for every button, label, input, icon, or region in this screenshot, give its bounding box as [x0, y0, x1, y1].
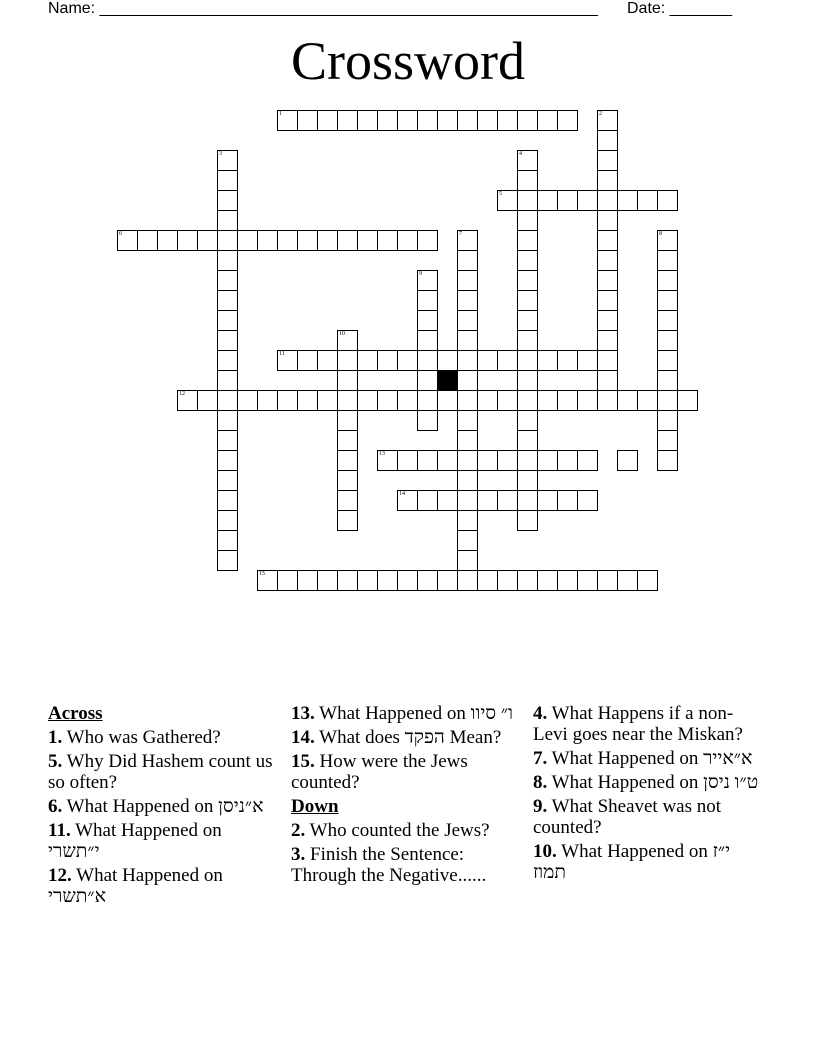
grid-cell[interactable]: [617, 390, 638, 411]
grid-cell[interactable]: [497, 350, 518, 371]
clues-column-3: [533, 703, 763, 886]
grid-cell[interactable]: [417, 310, 438, 331]
clue-number-label: 12.: [48, 865, 72, 886]
grid-cell[interactable]: [217, 310, 238, 331]
grid-cell[interactable]: [417, 390, 438, 411]
grid-cell[interactable]: [557, 190, 578, 211]
grid-cell[interactable]: [457, 250, 478, 271]
grid-cell[interactable]: [337, 230, 358, 251]
grid-cell[interactable]: [397, 490, 418, 511]
grid-cell[interactable]: [537, 190, 558, 211]
grid-cell[interactable]: [517, 270, 538, 291]
clue-item: [533, 772, 763, 793]
grid-cell[interactable]: [597, 110, 618, 131]
grid-cell[interactable]: [177, 230, 198, 251]
grid-cell[interactable]: [557, 570, 578, 591]
grid-cell[interactable]: [637, 190, 658, 211]
grid-cell[interactable]: [337, 570, 358, 591]
grid-cell[interactable]: [457, 350, 478, 371]
grid-cell[interactable]: [617, 570, 638, 591]
clue-item: [48, 727, 273, 748]
grid-cell[interactable]: [277, 570, 298, 591]
grid-cell[interactable]: [437, 390, 458, 411]
grid-cell[interactable]: [457, 330, 478, 351]
grid-cell[interactable]: [377, 390, 398, 411]
grid-cell[interactable]: [677, 390, 698, 411]
clue-text: How were the Jews counted?: [291, 751, 468, 793]
grid-cell[interactable]: [517, 410, 538, 431]
grid-cell[interactable]: [517, 370, 538, 391]
grid-cell[interactable]: [557, 110, 578, 131]
grid-cell[interactable]: [477, 110, 498, 131]
grid-cell[interactable]: [417, 490, 438, 511]
clue-number: 1: [279, 111, 282, 117]
grid-cell[interactable]: [437, 350, 458, 371]
grid-cell[interactable]: [497, 570, 518, 591]
clue-text: What Happened on ט״ו ניסן: [551, 772, 759, 793]
grid-cell[interactable]: [657, 250, 678, 271]
clue-number: 14: [399, 491, 405, 497]
grid-cell[interactable]: [457, 530, 478, 551]
grid-cell[interactable]: [257, 570, 278, 591]
grid-cell[interactable]: [437, 490, 458, 511]
grid-cell[interactable]: [577, 390, 598, 411]
grid-cell[interactable]: [277, 350, 298, 371]
grid-cell[interactable]: [217, 270, 238, 291]
grid-cell[interactable]: [337, 430, 358, 451]
clue-item: [533, 841, 763, 883]
grid-cell[interactable]: [457, 110, 478, 131]
clue-item: [291, 844, 521, 886]
grid-cell[interactable]: [517, 570, 538, 591]
grid-cell[interactable]: [637, 390, 658, 411]
grid-cell[interactable]: [217, 230, 238, 251]
clue-text: What Happened on י״ז תמוז: [533, 841, 731, 883]
grid-cell[interactable]: [657, 230, 678, 251]
grid-cell[interactable]: [217, 410, 238, 431]
grid-cell[interactable]: [337, 330, 358, 351]
grid-cell[interactable]: [517, 510, 538, 531]
black-cell: [437, 370, 458, 391]
clue-item: [48, 796, 273, 817]
clue-text: Why Did Hashem count us so often?: [48, 751, 273, 793]
grid-cell[interactable]: [657, 430, 678, 451]
grid-cell[interactable]: [597, 350, 618, 371]
grid-cell[interactable]: [397, 110, 418, 131]
clue-number: 12: [179, 391, 185, 397]
grid-cell[interactable]: [277, 390, 298, 411]
grid-cell[interactable]: [337, 450, 358, 471]
grid-cell[interactable]: [657, 290, 678, 311]
grid-cell[interactable]: [357, 390, 378, 411]
grid-cell[interactable]: [177, 390, 198, 411]
grid-cell[interactable]: [437, 570, 458, 591]
grid-cell[interactable]: [477, 350, 498, 371]
clue-item: [291, 727, 521, 748]
grid-cell[interactable]: [217, 170, 238, 191]
grid-cell[interactable]: [337, 110, 358, 131]
grid-cell[interactable]: [597, 150, 618, 171]
grid-cell[interactable]: [497, 110, 518, 131]
grid-cell[interactable]: [157, 230, 178, 251]
clue-number: 6: [119, 231, 122, 237]
clue-number-label: 6.: [48, 796, 63, 817]
clues-column-1: [48, 703, 273, 910]
grid-cell[interactable]: [657, 310, 678, 331]
clue-item: [533, 703, 763, 745]
grid-cell[interactable]: [657, 410, 678, 431]
grid-cell[interactable]: [657, 270, 678, 291]
clue-number: 3: [219, 151, 222, 157]
grid-cell[interactable]: [197, 230, 218, 251]
grid-cell[interactable]: [337, 490, 358, 511]
grid-cell[interactable]: [217, 290, 238, 311]
clue-number-label: 15.: [291, 751, 315, 772]
grid-cell[interactable]: [517, 110, 538, 131]
clue-number: 4: [519, 151, 522, 157]
grid-cell[interactable]: [457, 510, 478, 531]
grid-cell[interactable]: [137, 230, 158, 251]
grid-cell[interactable]: [337, 510, 358, 531]
grid-cell[interactable]: [657, 450, 678, 471]
grid-cell[interactable]: [217, 370, 238, 391]
grid-cell[interactable]: [637, 570, 658, 591]
grid-cell[interactable]: [457, 450, 478, 471]
grid-cell[interactable]: [517, 350, 538, 371]
grid-cell[interactable]: [517, 470, 538, 491]
clue-text: What Happened on א״אייר: [551, 748, 753, 769]
clue-text: What does הפקד Mean?: [319, 727, 502, 748]
grid-cell[interactable]: [477, 490, 498, 511]
clue-text: What Happens if a non- Levi goes near the Miskan?: [533, 703, 743, 745]
grid-cell[interactable]: [657, 330, 678, 351]
clue-number-label: 10.: [533, 841, 557, 862]
grid-cell[interactable]: [557, 490, 578, 511]
grid-cell[interactable]: [397, 390, 418, 411]
clue-number: 10: [339, 331, 345, 337]
grid-cell[interactable]: [217, 150, 238, 171]
grid-cell[interactable]: [257, 390, 278, 411]
grid-cell[interactable]: [397, 230, 418, 251]
clue-text: What Happened on א״ניסן: [66, 796, 264, 817]
grid-cell[interactable]: [457, 290, 478, 311]
grid-cell[interactable]: [217, 330, 238, 351]
clue-number-label: 3.: [291, 844, 306, 865]
grid-cell[interactable]: [457, 570, 478, 591]
grid-cell[interactable]: [117, 230, 138, 251]
clue-number: 5: [499, 191, 502, 197]
grid-cell[interactable]: [597, 170, 618, 191]
grid-cell[interactable]: [417, 110, 438, 131]
clue-number-label: 8.: [533, 772, 548, 793]
grid-cell[interactable]: [217, 450, 238, 471]
grid-cell[interactable]: [217, 470, 238, 491]
grid-cell[interactable]: [657, 370, 678, 391]
grid-cell[interactable]: [217, 390, 238, 411]
grid-cell[interactable]: [317, 570, 338, 591]
grid-cell[interactable]: [617, 190, 638, 211]
grid-cell[interactable]: [517, 390, 538, 411]
grid-cell[interactable]: [617, 450, 638, 471]
grid-cell[interactable]: [517, 190, 538, 211]
grid-cell[interactable]: [197, 390, 218, 411]
grid-cell[interactable]: [577, 490, 598, 511]
grid-cell[interactable]: [497, 190, 518, 211]
name-field-label: Name: ________________________________________________________: [48, 0, 598, 17]
grid-cell[interactable]: [597, 130, 618, 151]
grid-cell[interactable]: [577, 190, 598, 211]
grid-cell[interactable]: [457, 550, 478, 571]
clue-number-label: 4.: [533, 703, 548, 724]
clue-item: [48, 865, 273, 907]
grid-cell[interactable]: [597, 570, 618, 591]
grid-cell[interactable]: [457, 490, 478, 511]
clue-item: [291, 820, 521, 841]
clues-column-2: [291, 703, 521, 889]
grid-cell[interactable]: [417, 230, 438, 251]
grid-cell[interactable]: [517, 230, 538, 251]
grid-cell[interactable]: [597, 210, 618, 231]
grid-cell[interactable]: [397, 570, 418, 591]
grid-cell[interactable]: [457, 270, 478, 291]
grid-cell[interactable]: [597, 230, 618, 251]
grid-cell[interactable]: [297, 570, 318, 591]
grid-cell[interactable]: [597, 390, 618, 411]
clue-number-label: 2.: [291, 820, 306, 841]
clue-section-heading: Across: [48, 703, 103, 724]
grid-cell[interactable]: [537, 110, 558, 131]
grid-cell[interactable]: [457, 230, 478, 251]
grid-cell[interactable]: [577, 570, 598, 591]
grid-cell[interactable]: [557, 390, 578, 411]
grid-cell[interactable]: [657, 350, 678, 371]
clue-number: 9: [419, 271, 422, 277]
grid-cell[interactable]: [317, 110, 338, 131]
clue-text: What Sheavet was not counted?: [533, 796, 722, 838]
grid-cell[interactable]: [457, 430, 478, 451]
clue-number-label: 9.: [533, 796, 548, 817]
grid-cell[interactable]: [437, 110, 458, 131]
grid-cell[interactable]: [377, 450, 398, 471]
clue-section-heading: Down: [291, 796, 339, 817]
grid-cell[interactable]: [357, 350, 378, 371]
grid-cell[interactable]: [317, 230, 338, 251]
grid-cell[interactable]: [417, 570, 438, 591]
grid-cell[interactable]: [517, 150, 538, 171]
grid-cell[interactable]: [357, 230, 378, 251]
grid-cell[interactable]: [217, 530, 238, 551]
clue-text: What Happened on ו״ סיוו: [319, 703, 513, 724]
grid-cell[interactable]: [217, 350, 238, 371]
grid-cell[interactable]: [517, 330, 538, 351]
grid-cell[interactable]: [457, 410, 478, 431]
clue-number-label: 7.: [533, 748, 548, 769]
grid-cell[interactable]: [217, 190, 238, 211]
grid-cell[interactable]: [357, 570, 378, 591]
grid-cell[interactable]: [517, 310, 538, 331]
grid-cell[interactable]: [337, 370, 358, 391]
grid-cell[interactable]: [517, 290, 538, 311]
grid-cell[interactable]: [457, 370, 478, 391]
grid-cell[interactable]: [557, 450, 578, 471]
grid-cell[interactable]: [517, 490, 538, 511]
clue-text: Finish the Sentence: Through the Negative......: [291, 844, 487, 886]
date-field-label: Date: _______: [627, 0, 732, 17]
clue-number-label: 14.: [291, 727, 315, 748]
grid-cell[interactable]: [557, 350, 578, 371]
grid-cell[interactable]: [357, 110, 378, 131]
grid-cell[interactable]: [377, 350, 398, 371]
grid-cell[interactable]: [217, 430, 238, 451]
grid-cell[interactable]: [577, 450, 598, 471]
grid-cell[interactable]: [437, 450, 458, 471]
grid-cell[interactable]: [217, 490, 238, 511]
clue-item: [533, 796, 763, 838]
grid-cell[interactable]: [217, 250, 238, 271]
grid-cell[interactable]: [657, 190, 678, 211]
grid-cell[interactable]: [537, 350, 558, 371]
clue-number-label: 1.: [48, 727, 63, 748]
grid-cell[interactable]: [337, 350, 358, 371]
grid-cell[interactable]: [237, 390, 258, 411]
clue-number: 13: [379, 451, 385, 457]
grid-cell[interactable]: [497, 490, 518, 511]
grid-cell[interactable]: [377, 110, 398, 131]
grid-cell[interactable]: [237, 230, 258, 251]
grid-cell[interactable]: [597, 370, 618, 391]
grid-cell[interactable]: [597, 190, 618, 211]
clue-number: 15: [259, 571, 265, 577]
grid-cell[interactable]: [417, 450, 438, 471]
grid-cell[interactable]: [477, 570, 498, 591]
clue-number: 7: [459, 231, 462, 237]
grid-cell[interactable]: [337, 470, 358, 491]
grid-cell[interactable]: [597, 250, 618, 271]
grid-cell[interactable]: [397, 450, 418, 471]
grid-cell[interactable]: [517, 430, 538, 451]
grid-cell[interactable]: [457, 310, 478, 331]
grid-cell[interactable]: [517, 210, 538, 231]
clue-number: 2: [599, 111, 602, 117]
clue-number-label: 11.: [48, 820, 71, 841]
grid-cell[interactable]: [517, 170, 538, 191]
grid-cell[interactable]: [257, 230, 278, 251]
grid-cell[interactable]: [517, 450, 538, 471]
grid-cell[interactable]: [497, 450, 518, 471]
page-title: Crossword: [290, 31, 525, 91]
grid-cell[interactable]: [537, 390, 558, 411]
grid-cell[interactable]: [457, 390, 478, 411]
grid-cell[interactable]: [477, 390, 498, 411]
grid-cell[interactable]: [477, 450, 498, 471]
grid-cell[interactable]: [337, 390, 358, 411]
clue-text: Who counted the Jews?: [309, 820, 490, 841]
grid-cell[interactable]: [537, 450, 558, 471]
clue-number-label: 5.: [48, 751, 63, 772]
grid-cell[interactable]: [417, 370, 438, 391]
grid-cell[interactable]: [597, 310, 618, 331]
grid-cell[interactable]: [297, 390, 318, 411]
grid-cell[interactable]: [377, 570, 398, 591]
grid-cell[interactable]: [417, 350, 438, 371]
clue-number: 11: [279, 351, 285, 357]
grid-cell[interactable]: [577, 350, 598, 371]
clue-item: [291, 751, 521, 793]
grid-cell[interactable]: [537, 490, 558, 511]
clue-item: [291, 703, 521, 724]
clue-item: [48, 820, 273, 862]
clue-number-label: 13.: [291, 703, 315, 724]
grid-cell[interactable]: [217, 550, 238, 571]
grid-cell[interactable]: [297, 230, 318, 251]
grid-cell[interactable]: [317, 350, 338, 371]
clue-text: What Happened on א״תשרי: [48, 865, 223, 907]
grid-cell[interactable]: [277, 110, 298, 131]
grid-cell[interactable]: [277, 230, 298, 251]
grid-cell[interactable]: [497, 390, 518, 411]
clue-item: [533, 748, 763, 769]
grid-cell[interactable]: [337, 410, 358, 431]
grid-cell[interactable]: [597, 330, 618, 351]
grid-cell[interactable]: [217, 210, 238, 231]
clue-text: What Happened on י״תשרי: [48, 820, 222, 862]
grid-cell[interactable]: [297, 350, 318, 371]
grid-cell[interactable]: [397, 350, 418, 371]
grid-cell[interactable]: [597, 290, 618, 311]
grid-cell[interactable]: [417, 270, 438, 291]
grid-cell[interactable]: [417, 330, 438, 351]
clue-number: 8: [659, 231, 662, 237]
grid-cell[interactable]: [417, 290, 438, 311]
grid-cell[interactable]: [457, 470, 478, 491]
grid-cell[interactable]: [377, 230, 398, 251]
grid-cell[interactable]: [517, 250, 538, 271]
grid-cell[interactable]: [597, 270, 618, 291]
grid-cell[interactable]: [417, 410, 438, 431]
grid-cell[interactable]: [657, 390, 678, 411]
grid-cell[interactable]: [217, 510, 238, 531]
grid-cell[interactable]: [317, 390, 338, 411]
clue-text: Who was Gathered?: [66, 727, 221, 748]
grid-cell[interactable]: [537, 570, 558, 591]
clue-item: [48, 751, 273, 793]
grid-cell[interactable]: [297, 110, 318, 131]
